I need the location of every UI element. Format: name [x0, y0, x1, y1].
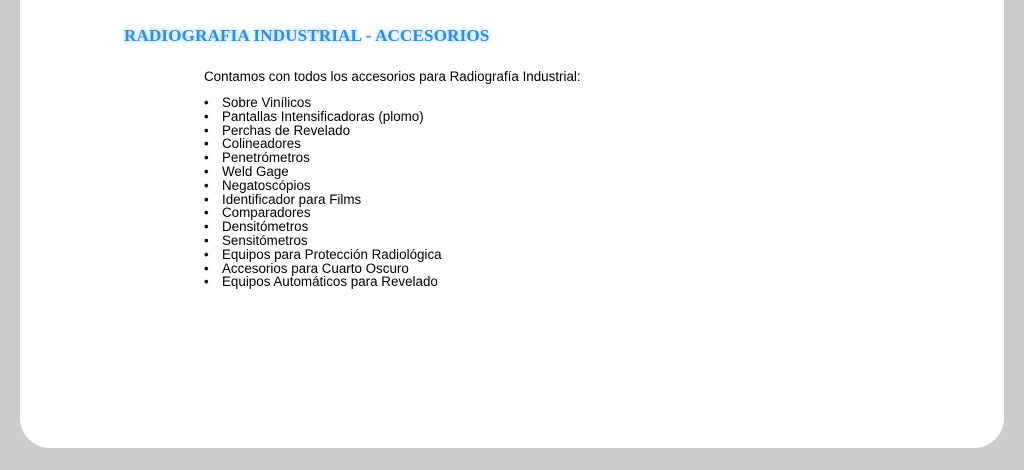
intro-text: Contamos con todos los accesorios para Radiografía Industrial: [204, 69, 581, 84]
list-item: • Perchas de Revelado [204, 124, 904, 138]
list-item: • Pantallas Intensificadoras (plomo) [204, 110, 904, 124]
list-item: • Sobre Vinílicos [204, 96, 904, 110]
list-item: • Equipos Automáticos para Revelado [204, 275, 904, 289]
list-item: • Identificador para Films [204, 193, 904, 207]
list-item: • Weld Gage [204, 165, 904, 179]
list-item: • Accesorios para Cuarto Oscuro [204, 262, 904, 276]
page-title: RADIOGRAFIA INDUSTRIAL - ACCESORIOS [124, 26, 490, 45]
list-item: • Equipos para Protección Radiológica [204, 248, 904, 262]
list-item: • Comparadores [204, 206, 904, 220]
list-item: • Sensitómetros [204, 234, 904, 248]
content-panel [20, 0, 1004, 448]
list-item: • Negatoscópios [204, 179, 904, 193]
list-item: • Penetrómetros [204, 151, 904, 165]
accessories-list [204, 96, 904, 289]
accessories-section [204, 69, 904, 289]
list-item: • Densitómetros [204, 220, 904, 234]
list-item: • Colineadores [204, 137, 904, 151]
